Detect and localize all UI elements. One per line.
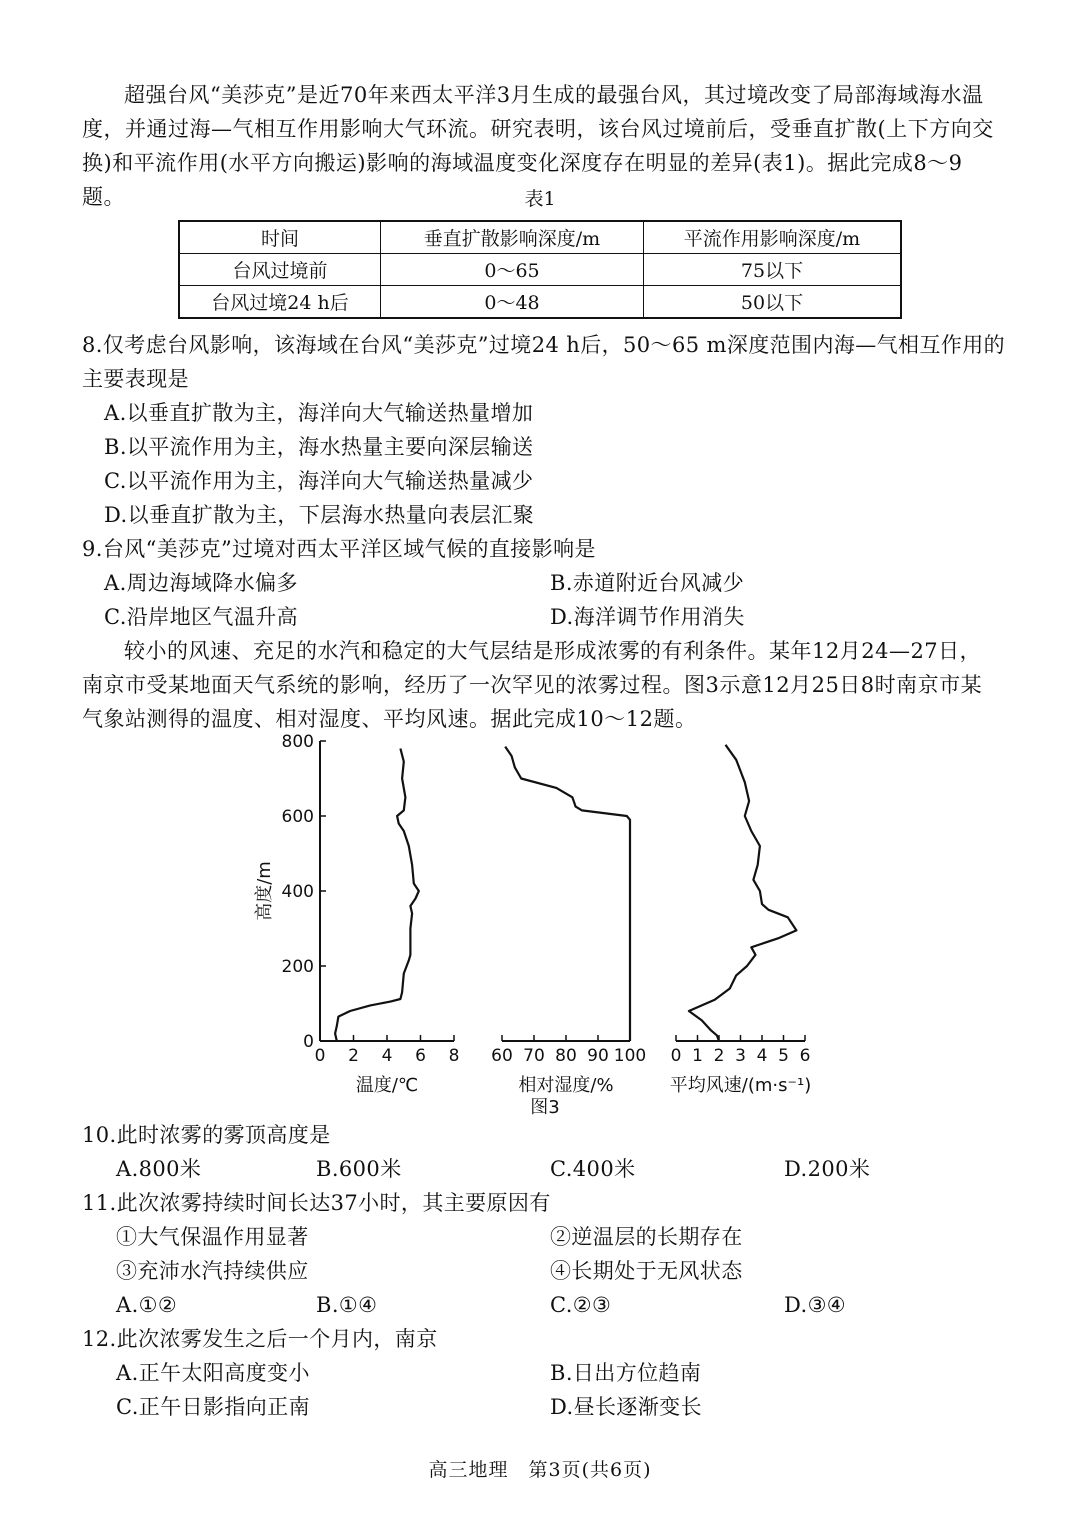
question-8-option-d[interactable]: D.以垂直扩散为主，下层海水热量向表层汇聚: [104, 503, 535, 527]
x-axis-label-temperature: 温度/℃: [355, 1075, 419, 1096]
series-line-mean_wind_speed: [689, 745, 797, 1041]
question-10-option-a[interactable]: A.800米: [116, 1157, 202, 1181]
question-12-option-d[interactable]: D.昼长逐渐变长: [550, 1395, 702, 1419]
question-8-option-b[interactable]: B.以平流作用为主，海水热量主要向深层输送: [104, 435, 534, 459]
question-11-item-1: ①大气保温作用显著: [116, 1225, 309, 1249]
x-tick-label-mean_wind_speed: 4: [756, 1046, 768, 1066]
x-tick-label-mean_wind_speed: 0: [670, 1046, 682, 1066]
x-tick-label-temperature: 0: [314, 1046, 326, 1066]
x-tick-label-mean_wind_speed: 2: [713, 1046, 725, 1066]
x-tick-label-mean_wind_speed: 6: [799, 1046, 811, 1066]
x-tick-label-temperature: 8: [448, 1046, 460, 1066]
x-axis-label-mean_wind_speed: 平均风速/(m·s⁻¹): [669, 1075, 812, 1096]
x-tick-label-relative_humidity: 80: [555, 1046, 577, 1066]
y-tick-label: 400: [281, 882, 314, 902]
x-tick-label-temperature: 6: [415, 1046, 426, 1066]
question-12-option-a[interactable]: A.正午太阳高度变小: [116, 1361, 310, 1385]
series-line-temperature: [335, 749, 419, 1042]
table-header-cell: 时间: [179, 221, 381, 254]
question-11-option-b[interactable]: B.①④: [316, 1293, 378, 1317]
x-tick-label-relative_humidity: 100: [613, 1046, 647, 1066]
page-footer: 高三地理 第3页(共6页): [428, 1459, 652, 1481]
question-12-option-c[interactable]: C.正午日影指向正南: [116, 1395, 310, 1419]
question-11-item-3: ③充沛水汽持续供应: [116, 1259, 309, 1283]
question-10-option-b[interactable]: B.600米: [316, 1157, 402, 1181]
question-9-option-a[interactable]: A.周边海域降水偏多: [104, 571, 298, 595]
question-11-item-4: ④长期处于无风状态: [550, 1259, 743, 1283]
y-tick-label: 800: [281, 732, 314, 752]
x-tick-label-mean_wind_speed: 5: [778, 1046, 789, 1066]
x-tick-label-mean_wind_speed: 1: [692, 1046, 703, 1066]
intro-paragraph-typhoon: 超强台风“美莎克”是近70年来西太平洋3月生成的最强台风，其过境改变了局部海域海水温度，并通过海—气相互作用影响大气环流。研究表明，该台风过境前后，受垂直扩散(上下方向交换)和平流作用(水平方向搬运)影响的海域温度变化深度存在明显的差异(表1)。据此完成8～9题。: [82, 83, 994, 209]
x-tick-label-mean_wind_speed: 3: [735, 1046, 746, 1066]
x-tick-label-relative_humidity: 90: [587, 1046, 609, 1066]
question-9-option-b[interactable]: B.赤道附近台风减少: [550, 571, 745, 595]
y-axis-label: 高度/m: [254, 861, 275, 921]
question-10-stem: 10.此时浓雾的雾顶高度是: [82, 1123, 331, 1147]
table-cell: 75以下: [644, 254, 902, 286]
y-tick-label: 200: [281, 957, 314, 977]
question-11-option-d[interactable]: D.③④: [784, 1293, 847, 1317]
question-12-stem: 12.此次浓雾发生之后一个月内，南京: [82, 1327, 438, 1351]
question-9-option-d[interactable]: D.海洋调节作用消失: [550, 605, 745, 629]
table-header-cell: 垂直扩散影响深度/m: [381, 221, 644, 254]
question-11-stem: 11.此次浓雾持续时间长达37小时，其主要原因有: [82, 1191, 551, 1215]
x-axis-label-relative_humidity: 相对湿度/%: [518, 1075, 614, 1096]
question-10-option-d[interactable]: D.200米: [784, 1157, 871, 1181]
x-tick-label-temperature: 4: [381, 1046, 393, 1066]
table-cell: 台风过境前: [179, 254, 381, 286]
question-12-option-b[interactable]: B.日出方位趋南: [550, 1361, 702, 1385]
table-caption: 表1: [524, 188, 556, 210]
y-tick-label: 0: [303, 1032, 314, 1052]
figure-caption: 图3: [530, 1097, 560, 1118]
x-tick-label-temperature: 2: [348, 1046, 359, 1066]
question-8-option-a[interactable]: A.以垂直扩散为主，海洋向大气输送热量增加: [104, 401, 534, 425]
question-9-stem: 9.台风“美莎克”过境对西太平洋区域气候的直接影响是: [82, 537, 596, 561]
x-tick-label-relative_humidity: 60: [491, 1046, 513, 1066]
question-8-stem: 8.仅考虑台风影响，该海域在台风“美莎克”过境24 h后，50～65 m深度范围内海—气相互作用的主要表现是: [82, 333, 1006, 391]
question-8-option-c[interactable]: C.以平流作用为主，海洋向大气输送热量减少: [104, 469, 534, 493]
question-10-option-c[interactable]: C.400米: [550, 1157, 636, 1181]
y-tick-label: 600: [281, 807, 314, 827]
table-cell: 台风过境24 h后: [179, 286, 381, 319]
series-line-relative_humidity: [505, 747, 630, 1041]
question-11-item-2: ②逆温层的长期存在: [550, 1225, 743, 1249]
table-cell: 0～65: [381, 254, 644, 286]
question-9-option-c[interactable]: C.沿岸地区气温升高: [104, 605, 298, 629]
intro-paragraph-fog: 较小的风速、充足的水汽和稳定的大气层结是形成浓雾的有利条件。某年12月24—27日，南京市受某地面天气系统的影响，经历了一次罕见的浓雾过程。图3示意12月25日8时南京市某气象站测得的温度、相对湿度、平均风速。据此完成10～12题。: [82, 639, 983, 731]
table-cell: 0～48: [381, 286, 644, 319]
table-header-cell: 平流作用影响深度/m: [644, 221, 902, 254]
question-11-option-a[interactable]: A.①②: [116, 1293, 178, 1317]
table-cell: 50以下: [644, 286, 902, 319]
question-11-option-c[interactable]: C.②③: [550, 1293, 612, 1317]
x-tick-label-relative_humidity: 70: [523, 1046, 545, 1066]
